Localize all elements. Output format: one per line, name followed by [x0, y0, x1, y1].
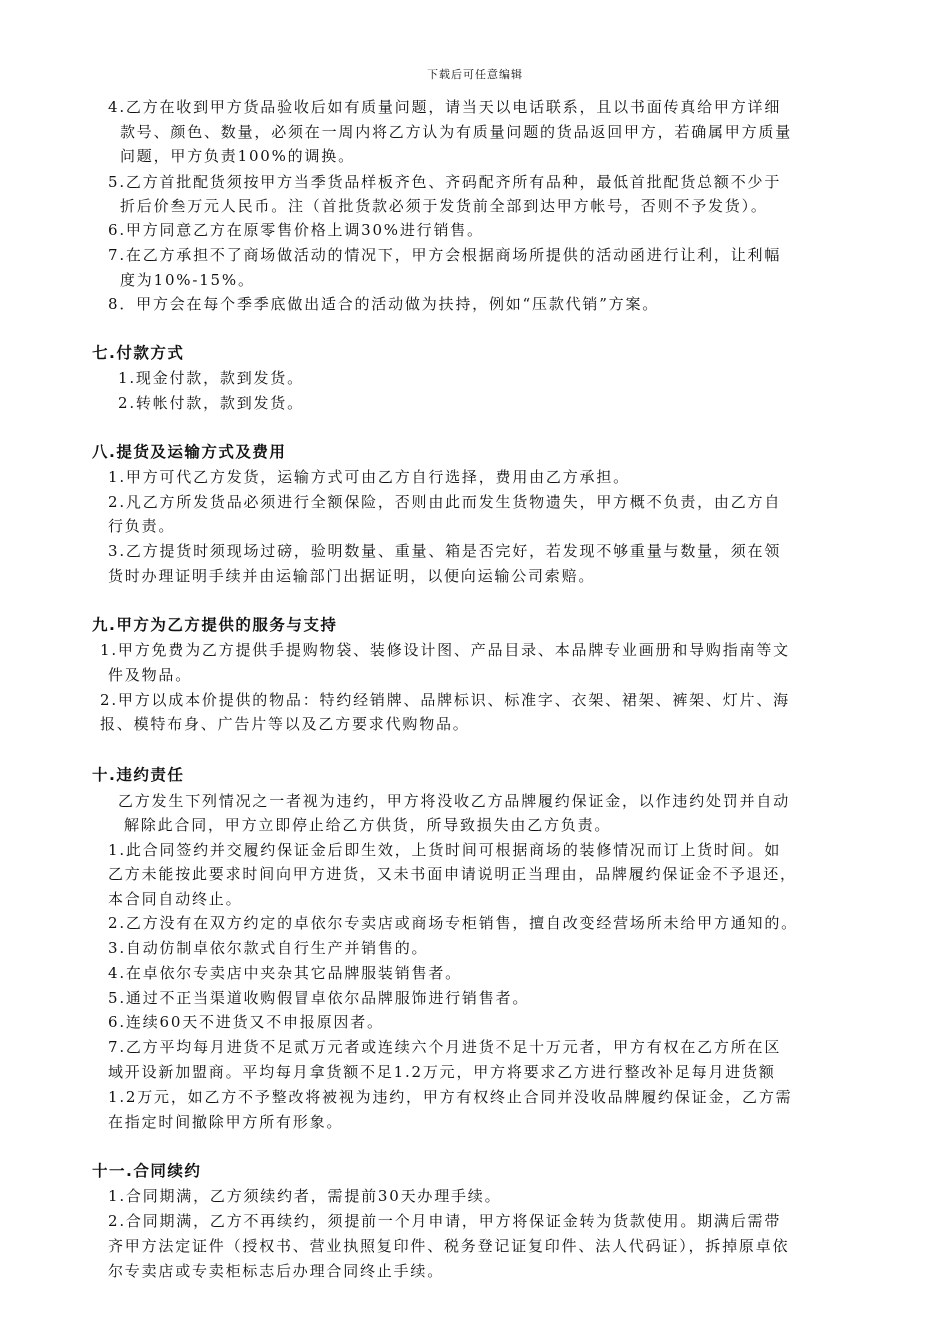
clause-11-2-line1: 2.合同期满，乙方不再续约，须提前一个月申请，甲方将保证金转为货款使用。期满后需带 [108, 1212, 782, 1230]
clause-10-1-line2: 乙方未能按此要求时间向甲方进货，又未书面申请说明正当理由，品牌履约保证金不予退还， [108, 865, 797, 883]
clause-10-5: 5.通过不正当渠道收购假冒卓依尔品牌服饰进行销售者。 [108, 989, 530, 1007]
clause-10-7-line1: 7.乙方平均每月进货不足贰万元者或连续六个月进货不足十万元者，甲方有权在乙方所在区 [108, 1038, 782, 1056]
clause-8-3-line2: 货时办理证明手续并由运输部门出据证明，以便向运输公司索赔。 [108, 567, 596, 585]
clause-6-8: 8．甲方会在每个季季底做出适合的活动做为扶持，例如“压款代销”方案。 [108, 295, 660, 313]
clause-10-1-line1: 1.此合同签约并交履约保证金后即生效，上货时间可根据商场的装修情况而订上货时间。如 [108, 841, 782, 859]
clause-9-2-line1: 2.甲方以成本价提供的物品：特约经销牌、品牌标识、标准字、衣架、裙架、裤架、灯片、海 [100, 691, 790, 709]
clause-6-4-line2: 款号、颜色、数量，必须在一周内将乙方认为有质量问题的货品返回甲方，若确属甲方质量 [120, 123, 793, 141]
clause-6-7-line1: 7.在乙方承担不了商场做活动的情况下，甲方会根据商场所提供的活动函进行让利，让利幅 [108, 246, 782, 264]
clause-7-2: 2.转帐付款，款到发货。 [118, 394, 304, 412]
section-8-title: 八.提货及运输方式及费用 [92, 443, 287, 461]
clause-10-7-line3: 1.2万元，如乙方不予整改将被视为违约，甲方有权终止合同并没收品牌履约保证金，乙方需 [108, 1088, 793, 1106]
section-10-intro-line1: 乙方发生下列情况之一者视为违约，甲方将没收乙方品牌履约保证金，以作违约处罚并自动 [118, 792, 791, 810]
clause-9-1-line2: 件及物品。 [108, 666, 193, 684]
section-7-title: 七.付款方式 [92, 344, 185, 362]
clause-10-6: 6.连续60天不进货又不申报原因者。 [108, 1013, 384, 1031]
section-10-intro-line2: 解除此合同，甲方立即停止给乙方供货，所导致损失由乙方负责。 [124, 816, 612, 834]
clause-10-1-line3: 本合同自动终止。 [108, 890, 243, 908]
clause-8-2-line2: 行负责。 [108, 517, 176, 535]
clause-9-1-line1: 1.甲方免费为乙方提供手提购物袋、装修设计图、产品目录、本品牌专业画册和导购指南等文 [100, 641, 790, 659]
clause-6-4-line1: 4.乙方在收到甲方货品验收后如有质量问题，请当天以电话联系，且以书面传真给甲方详细 [108, 98, 782, 116]
section-11-title: 十一.合同续约 [92, 1162, 202, 1180]
page-header: 下载后可任意编辑 [427, 68, 523, 81]
section-10-title: 十.违约责任 [92, 766, 185, 784]
clause-11-1: 1.合同期满，乙方须续约者，需提前30天办理手续。 [108, 1187, 502, 1205]
clause-10-3: 3.自动仿制卓依尔款式自行生产并销售的。 [108, 939, 429, 957]
clause-6-4-line3: 问题，甲方负责100%的调换。 [120, 147, 355, 165]
clause-10-7-line2: 域开设新加盟商。平均每月拿货额不足1.2万元，甲方将要求乙方进行整改补足每月进货额 [108, 1063, 776, 1081]
clause-6-5-line2: 折后价叁万元人民币。注（首批货款必须于发货前全部到达甲方帐号，否则不予发货）。 [120, 197, 768, 215]
clause-8-3-line1: 3.乙方提货时须现场过磅，验明数量、重量、箱是否完好，若发现不够重量与数量，须在领 [108, 542, 782, 560]
clause-10-4: 4.在卓依尔专卖店中夹杂其它品牌服装销售者。 [108, 964, 462, 982]
clause-10-7-line4: 在指定时间撤除甲方所有形象。 [108, 1113, 344, 1131]
clause-6-6: 6.甲方同意乙方在原零售价格上调30%进行销售。 [108, 221, 484, 239]
clause-6-7-line2: 度为10%-15%。 [120, 271, 255, 289]
clause-6-5-line1: 5.乙方首批配货须按甲方当季货品样板齐色、齐码配齐所有品种，最低首批配货总额不少于 [108, 173, 782, 191]
clause-11-2-line2: 齐甲方法定证件（授权书、营业执照复印件、税务登记证复印件、法人代码证），拆掉原卓依 [108, 1237, 790, 1255]
clause-8-2-line1: 2.凡乙方所发货品必须进行全额保险，否则由此而发生货物遗失，甲方概不负责，由乙方自 [108, 493, 782, 511]
clause-9-2-line2: 报、模特布身、广告片等以及乙方要求代购物品。 [100, 715, 470, 733]
clause-10-2: 2.乙方没有在双方约定的卓依尔专卖店或商场专柜销售，擅自改变经营场所未给甲方通知的。 [108, 914, 798, 932]
clause-11-2-line3: 尔专卖店或专卖柜标志后办理合同终止手续。 [108, 1262, 445, 1280]
clause-7-1: 1.现金付款，款到发货。 [118, 369, 304, 387]
section-9-title: 九.甲方为乙方提供的服务与支持 [92, 616, 338, 634]
clause-8-1: 1.甲方可代乙方发货，运输方式可由乙方自行选择，费用由乙方承担。 [108, 468, 630, 486]
